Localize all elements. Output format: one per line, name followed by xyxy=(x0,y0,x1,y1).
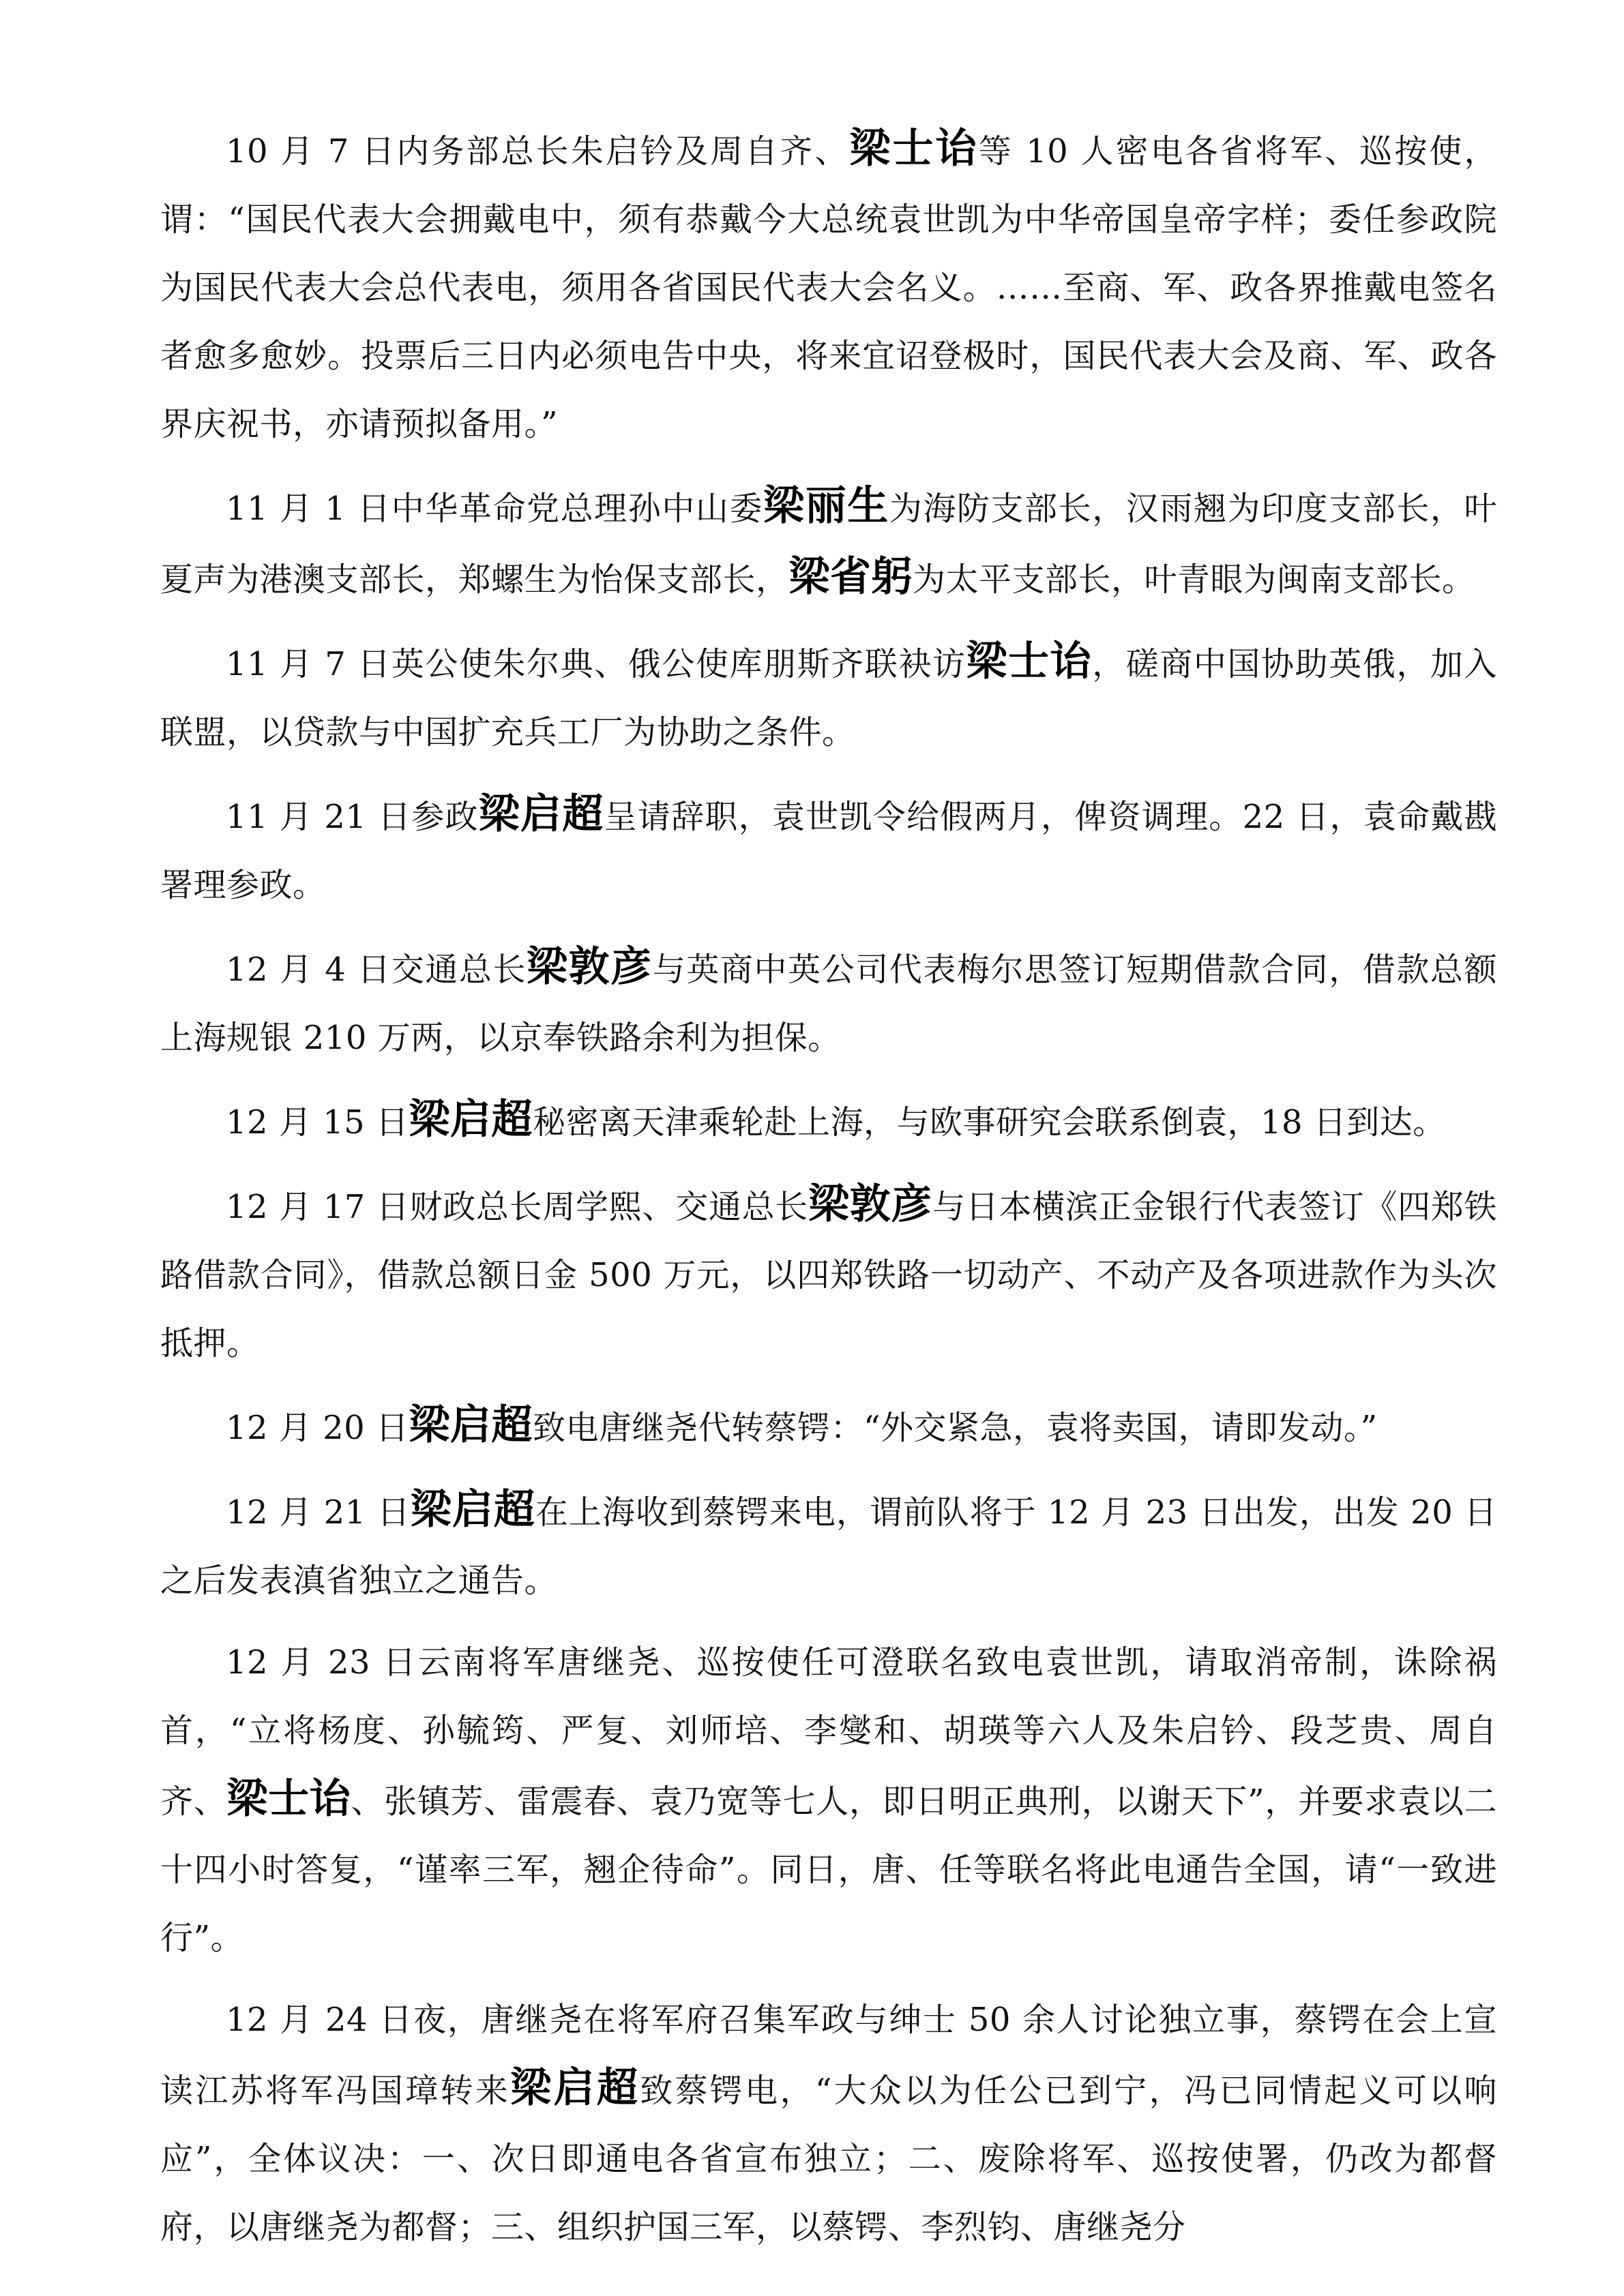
entry-text: 12 月 20 日 xyxy=(226,1409,409,1447)
person-name: 梁丽生 xyxy=(763,482,889,530)
person-name: 梁省躬 xyxy=(788,553,913,601)
person-name: 梁启超 xyxy=(510,2064,640,2112)
chronology-entry xyxy=(160,1986,1497,2261)
entry-text: 等 10 人密电各省将军、巡按使，谓：“国民代表大会拥戴电中，须有恭戴今大总统袁世凯为中华帝国皇帝字样；委任参政院为国民代表大会总代表电，须用各省国民代表大会名义。……至商、军、政各界推戴电签名者愈多愈妙。投票后三日内必须电告中央，将来宜诏登极时，国民代表大会及商、军、政各界庆祝书，亦请预拟备用。” xyxy=(160,132,1497,443)
person-name: 梁士诒 xyxy=(966,638,1093,685)
entry-text: 为太平支部长，叶青眼为闽南支部长。 xyxy=(913,561,1475,599)
chronology-entry xyxy=(160,1086,1497,1157)
entry-text: 为海防支部长，汉雨翘为印度支部长，叶夏声为港澳支部长，郑螺生为怡保支部长， xyxy=(160,490,1497,599)
entry-text: 、张镇芳、雷震春、袁乃宽等七人，即日明正典刑，以谢天下”，并要求袁以二十四小时答复，“谨率三军，翘企待命”。同日，唐、任等联名将此电通告全国，请“一致进行”。 xyxy=(160,1783,1497,1957)
entry-text: 12 月 24 日夜，唐继尧在将军府召集军政与绅士 50 余人讨论独立事，蔡锷在会上宣读江苏将军冯国璋转来 xyxy=(160,2001,1497,2110)
person-name: 梁士诒 xyxy=(849,125,979,173)
chronology-text xyxy=(160,115,1497,2275)
chronology-entry xyxy=(160,933,1497,1072)
entry-text: 秘密离天津乘轮赴上海，与欧事研究会联系倒袁，18 日到达。 xyxy=(532,1103,1446,1142)
entry-text: 12 月 15 日 xyxy=(226,1103,409,1142)
chronology-entry xyxy=(160,1391,1497,1462)
chronology-entry xyxy=(160,1628,1497,1972)
entry-text: 12 月 4 日交通总长 xyxy=(226,951,527,989)
entry-text: 11 月 21 日参政 xyxy=(226,798,479,836)
person-name: 梁士诒 xyxy=(226,1775,351,1823)
person-name: 梁启超 xyxy=(478,790,604,838)
entry-text: 11 月 7 日英公使朱尔典、俄公使库朋斯齐联袂访 xyxy=(226,645,966,683)
entry-text: 10 月 7 日内务部总长朱启钤及周自齐、 xyxy=(226,132,850,170)
entry-text: 与英商中英公司代表梅尔思签订短期借款合同，借款总额上海规银 210 万两，以京奉铁路余利为担保。 xyxy=(160,951,1497,1057)
entry-text: 11 月 1 日中华革命党总理孙中山委 xyxy=(226,490,764,528)
entry-text: 与日本横滨正金银行代表签订《四郑铁路借款合同》，借款总额日金 500 万元，以四郑铁路一切动产、不动产及各项进款作为头次抵押。 xyxy=(160,1188,1497,1362)
person-name: 梁启超 xyxy=(409,1096,533,1144)
chronology-entry xyxy=(160,472,1497,614)
chronology-entry xyxy=(160,1476,1497,1615)
entry-text: 致电唐继尧代转蔡锷：“外交紧急，袁将卖国，请即发动。” xyxy=(532,1409,1378,1447)
entry-text: 12 月 23 日云南将军唐继尧、巡按使任可澄联名致电袁世凯，请取消帝制，诛除祸首，“立将杨度、孙毓筠、严复、刘师培、李燮和、胡瑛等六人及朱启钤、段芝贵、周自齐、 xyxy=(160,1643,1497,1821)
person-name: 梁启超 xyxy=(410,1486,535,1534)
chronology-entry xyxy=(160,627,1497,766)
person-name: 梁敦彦 xyxy=(808,1180,933,1228)
chronology-entry xyxy=(160,1170,1497,1377)
entry-text: 呈请辞职，袁世凯令给假两月，俾资调理。22 日，袁命戴戡署理参政。 xyxy=(160,798,1498,904)
person-name: 梁启超 xyxy=(409,1401,533,1449)
chronology-entry xyxy=(160,780,1497,919)
entry-text: 致蔡锷电，“大众以为任公已到宁，冯已同情起义可以响应”，全体议决：一、次日即通电各省宣布独立；二、废除将军、巡按使署，仍改为都督府，以唐继尧为都督；三、组织护国三军，以蔡锷、李烈钧、唐继尧分 xyxy=(160,2072,1497,2246)
person-name: 梁敦彦 xyxy=(527,943,653,991)
entry-text: ，磋商中国协助英俄，加入联盟，以贷款与中国扩充兵工厂为协助之条件。 xyxy=(160,645,1497,751)
entry-text: 12 月 17 日财政总长周学熙、交通总长 xyxy=(226,1188,808,1226)
entry-text: 12 月 21 日 xyxy=(226,1493,411,1532)
entry-text: 在上海收到蔡锷来电，谓前队将于 12 月 23 日出发，出发 20 日之后发表滇省独立之通告。 xyxy=(160,1493,1497,1600)
chronology-entry xyxy=(160,115,1497,458)
